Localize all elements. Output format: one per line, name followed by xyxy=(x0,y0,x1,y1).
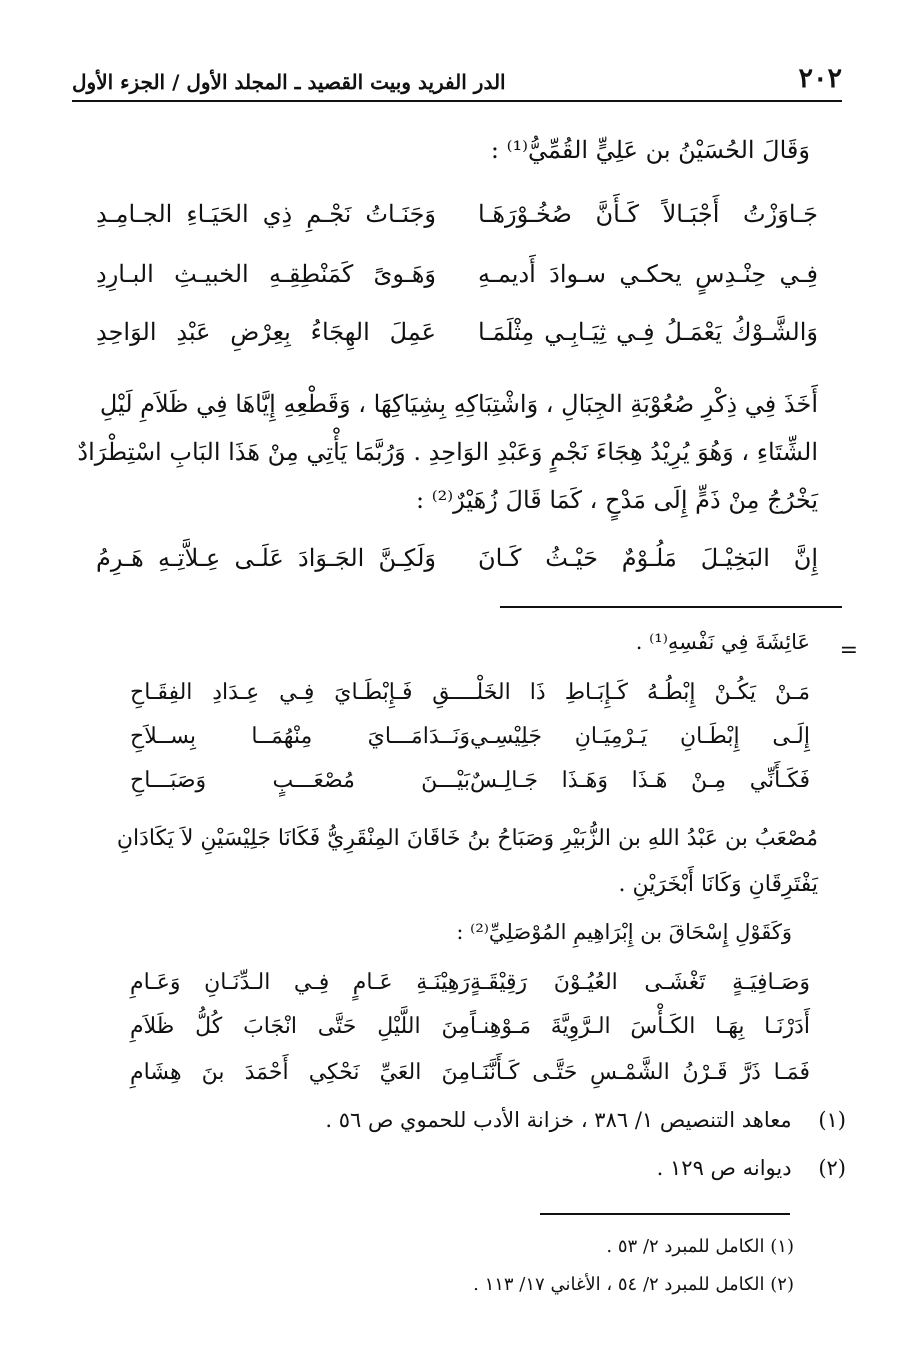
footnote-reference xyxy=(657,1156,846,1180)
footnote-number: (٢) xyxy=(818,1156,846,1180)
footnote-text: ديوانه ص ١٢٩ . xyxy=(656,1156,792,1180)
lower-footnote: (١) الكامل للمبرد ٢/ ٥٣ . xyxy=(606,1236,794,1257)
prose-line: يَخْرُجُ مِنْ ذَمٍّ إِلَى مَدْحٍ ، كَمَا قَالَ زُهَيْرٌ⁽²⁾ : xyxy=(416,486,818,514)
second-hemistich: وَلَكِـنَّ الجَـوَادَ عَلَـى عِـلاَّتِـهِ هَـرِمُ xyxy=(96,544,436,572)
second-hemistich: وَجَنَـاتُ نَجْـمِ ذِي الحَيَـاءِ الجـامِـدِ xyxy=(96,200,436,228)
page-header xyxy=(72,58,842,94)
verse-line xyxy=(96,318,818,346)
footnote-reference xyxy=(325,1108,846,1132)
footnote-line: عَائِشَةَ فِي نَفْسِهِ⁽¹⁾ . xyxy=(635,630,810,654)
footnote-number: (١) xyxy=(818,1108,846,1132)
lower-footnote: (٢) الكامل للمبرد ٢/ ٥٤ ، الأغاني ١٧/ ١١٣ . xyxy=(473,1274,794,1295)
page-number: ٢٠٢ xyxy=(798,63,842,94)
first-hemistich: إِلَـى إِبْطَـانِ يَـرْمِيَـانِ جَلِيْسِـي xyxy=(470,724,810,749)
footnote-prose: يَفْتَرِقَانِ وَكَانَا أَبْخَرَيْنِ . xyxy=(618,872,818,897)
second-hemistich: وَهَـوىً كَمَنْطِقِـهِ الخبيـثِ البـارِدِ xyxy=(96,260,436,288)
verse-line xyxy=(96,200,818,228)
prose-line: الشِّتَاءِ ، وَهُوَ يُرِيْدُ هِجَاءَ نَجْمٍ وَعَبْدِ الوَاحِدِ . وَرُبَّمَا يَأْتِي مِنْ هَذَا البَابِ اسْتِطْرَادٌ xyxy=(77,438,818,466)
footnote-verse xyxy=(130,970,810,995)
prose-line: أَخَذَ فِي ذِكْرِ صُعُوْبَةِ الجِبَالِ ، وَاشْتِبَاكِهِ بِشِيَاكِهَا ، وَقَطْعِهِ إِيَّاهَا فِي ظَلاَمِ لَيْلِ xyxy=(99,390,818,418)
second-hemistich: مِنَ العَيِّ نَحْكِي أَحْمَدَ بنَ هِشَامِ xyxy=(130,1060,470,1085)
first-hemistich: فَمَـا ذَرَّ قَـرْنُ الشَّمْـسِ حَتَّـى كَـأَنَّنَـا xyxy=(470,1060,810,1085)
verse-line xyxy=(96,260,818,288)
footnote-verse xyxy=(130,1060,810,1085)
footnote-verse xyxy=(130,1014,810,1039)
continuation-marker: = xyxy=(839,638,858,663)
running-title: الدر الفريد وبيت القصيد ـ المجلد الأول / الجزء الأول xyxy=(72,70,506,94)
footnote-text: معاهد التنصيص ١/ ٣٨٦ ، خزانة الأدب للحموي ص ٥٦ . xyxy=(325,1108,792,1132)
second-hemistich: وَنَــدَامَـــايَ مِنْهُمَــا بِســلاَحِ xyxy=(130,724,470,749)
second-hemistich: بَيْـــنَ مُصْعَـــبٍ وَصَبَـــاحِ xyxy=(130,768,470,793)
first-hemistich: فِـي حِنْـدِسٍ يحكـي سـوادَ أَديمـهِ xyxy=(478,260,818,288)
footnote-line: وَكَقَوْلِ إِسْحَاقَ بن إِبْرَاهِيمِ المُوْصَلِيِّ⁽²⁾ : xyxy=(456,920,792,944)
first-hemistich: وَالشَّـوْكُ يَعْمَـلُ فِـي ثِيَـابِـي مِثْلَمَـا xyxy=(478,318,818,346)
header-divider xyxy=(72,100,842,102)
first-hemistich: أَدَرْنَـا بِهَـا الكَـأْسَ الـرَّوِيَّةَ مَـوْهِنـاً xyxy=(470,1014,810,1039)
first-hemistich: وَصَـافِيَـةٍ تَغْشَـى العُيُـوْنَ رَقِيْقَـةٍ xyxy=(470,970,810,995)
first-hemistich: فَكَـأَنِّي مِـنْ هَـذَا وَهَـذَا جَـالِـسٌ xyxy=(470,768,810,793)
first-hemistich: مَـنْ يَكُـنْ إِبْطُـهُ كَـإِبَـاطِ ذَا الخَلْـ xyxy=(470,680,810,705)
second-hemistich: مِنَ اللَّيْلِ حَتَّى انْجَابَ كُلُّ ظَلاَمِ xyxy=(130,1014,470,1039)
verse-line xyxy=(96,544,818,572)
footnote-verse xyxy=(130,768,810,793)
footnote-divider xyxy=(500,606,842,608)
second-hemistich: رَهِيْنَـةِ عَـامٍ فِـي الـدِّنَـانِ وَعَـامِ xyxy=(130,970,470,995)
second-hemistich: عَمِلَ الهِجَاءُ بِعِرْضِ عَبْدِ الوَاحِدِ xyxy=(96,318,436,346)
lower-footnote-divider xyxy=(540,1213,790,1215)
second-hemistich: ـــقِ فَـإِبْطَـايَ فِـي عِـدَادِ الفِقَـاحِ xyxy=(130,680,470,705)
intro-line: وَقَالَ الحُسَيْنُ بن عَلِيٍّ القُمِّيُّ⁽¹⁾ : xyxy=(490,136,810,164)
footnote-verse xyxy=(130,724,810,749)
footnote-prose: مُصْعَبُ بن عَبْدُ اللهِ بن الزُّبَيْرِ وَصَبَاحُ بنُ خَاقَانَ المِنْقَرِيُّ فَكَانَا جَلِيْسَيْنِ لاَ يَكَادَانِ xyxy=(116,826,818,851)
first-hemistich: جَـاوَزْتُ أَجْبَـالاً كَـأَنَّ صُخُـوْرَهَـا xyxy=(478,200,818,228)
first-hemistich: إِنَّ البَخِيْـلَ مَلُـوْمٌ حَيْـثُ كَـانَ xyxy=(478,544,818,572)
footnote-verse xyxy=(130,680,810,705)
